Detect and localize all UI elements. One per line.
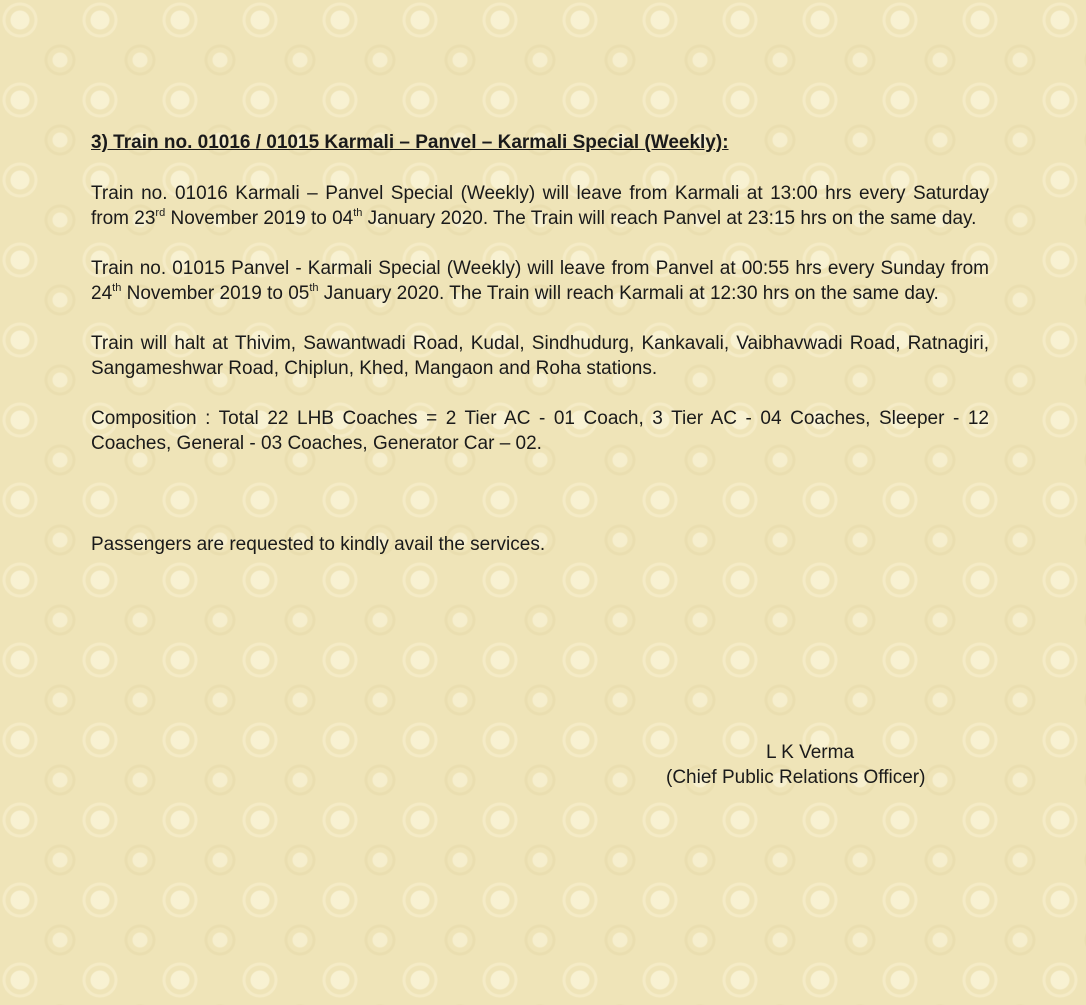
para1-sup-2: th: [353, 206, 363, 219]
para2-sup-1: th: [112, 281, 122, 294]
train-heading: 3) Train no. 01016 / 01015 Karmali – Panvel – Karmali Special (Weekly):: [91, 132, 729, 153]
para1-sup-1: rd: [155, 206, 166, 219]
para2-text-c: January 2020. The Train will reach Karmali at 12:30 hrs on the same day.: [318, 283, 939, 304]
paragraph-closing: Passengers are requested to kindly avail the services.: [91, 534, 546, 555]
paragraph-halts: Train will halt at Thivim, Sawantwadi Road, Kudal, Sindhudurg, Kankavali, Vaibhavwadi Road, Ratnagiri, Sangameshwar Road, Chiplun, Khed, Mangaon and Roha stations.: [91, 333, 989, 379]
para2-text-b: November 2019 to 05: [121, 283, 310, 304]
para1-text-c: January 2020. The Train will reach Panvel at 23:15 hrs on the same day.: [362, 208, 977, 229]
signatory-name: L K Verma: [766, 742, 855, 763]
para2-sup-2: th: [309, 281, 319, 294]
para1-text-b: November 2019 to 04: [165, 208, 354, 229]
para2-text-a: Train no. 01015 Panvel - Karmali Special (Weekly) will leave from Panvel at 00:55 hrs every Sunday from 24: [91, 258, 989, 304]
signature-block: [666, 740, 966, 790]
para1-text-a: Train no. 01016 Karmali – Panvel Special (Weekly) will leave from Karmali at 13:00 hrs every Saturday from 23: [91, 183, 989, 229]
signatory-title: (Chief Public Relations Officer): [666, 767, 926, 788]
paragraph-train-01015: [91, 256, 989, 306]
paragraph-composition: Composition : Total 22 LHB Coaches = 2 Tier AC - 01 Coach, 3 Tier AC - 04 Coaches, Sleeper - 12 Coaches, General - 03 Coaches, Generator Car – 02.: [91, 408, 989, 454]
paragraph-train-01016: [91, 181, 989, 231]
press-release-body: [91, 130, 989, 582]
